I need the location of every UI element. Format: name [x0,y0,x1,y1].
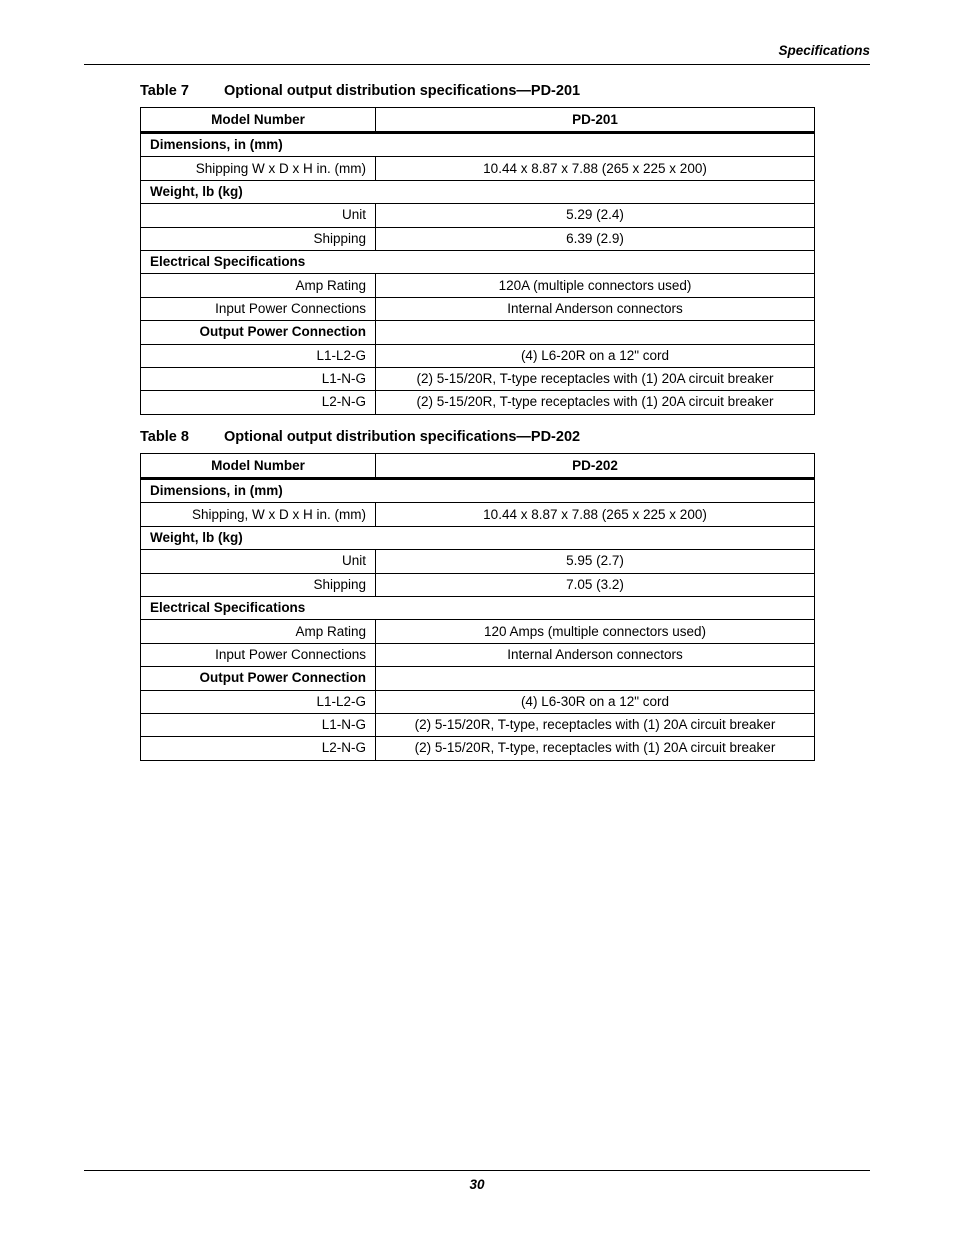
table-row [141,550,815,573]
section-row [141,133,815,157]
spec-value-cell: 5.29 (2.4) [376,204,815,227]
spec-value-cell: Internal Anderson connectors [376,297,815,320]
section-heading: Dimensions, in (mm) [141,479,815,503]
spec-value-cell: 7.05 (3.2) [376,573,815,596]
spec-value-cell: 120A (multiple connectors used) [376,274,815,297]
empty-cell [376,667,815,690]
spec-label-cell: Shipping [141,573,376,596]
header-label-cell: Model Number [141,108,376,133]
table-row [141,713,815,736]
spec-value-cell: 6.39 (2.9) [376,227,815,250]
table-row [141,344,815,367]
table-number: Table 7 [140,83,189,99]
spec-label-cell: Unit [141,550,376,573]
spec-value-cell: 10.44 x 8.87 x 7.88 (265 x 225 x 200) [376,157,815,180]
table-row [141,157,815,180]
table-row [141,367,815,390]
spec-value-cell: (4) L6-30R on a 12" cord [376,690,815,713]
spec-label-cell: L1-L2-G [141,344,376,367]
spec-label-cell: L2-N-G [141,737,376,760]
spec-label-cell: L1-N-G [141,713,376,736]
section-heading: Dimensions, in (mm) [141,133,815,157]
spec-label-cell: Shipping, W x D x H in. (mm) [141,503,376,526]
section-row [141,526,815,549]
page-number: 30 [469,1177,485,1192]
header-model-cell: PD-201 [376,108,815,133]
spec-table-pd-201 [140,107,815,415]
section-row [141,250,815,273]
table-header-row [141,108,815,133]
header-model-cell: PD-202 [376,454,815,479]
section-row [141,479,815,503]
table-row [141,227,815,250]
header-label-cell: Model Number [141,454,376,479]
spec-label-cell: Unit [141,204,376,227]
spec-table-pd-202 [140,453,815,761]
table-row [141,274,815,297]
section-heading: Electrical Specifications [141,596,815,619]
spec-value-cell: (2) 5-15/20R, T-type receptacles with (1) 20A circuit breaker [376,391,815,414]
table-row [141,573,815,596]
table-7-caption [140,83,580,99]
footer-rule [84,1170,870,1171]
section-row [141,180,815,203]
table-row [141,737,815,760]
table-row [141,204,815,227]
spec-value-cell: 5.95 (2.7) [376,550,815,573]
subsection-row [141,667,815,690]
spec-label-cell: L1-N-G [141,367,376,390]
spec-label-cell: L2-N-G [141,391,376,414]
spec-label-cell: L1-L2-G [141,690,376,713]
running-header: Specifications [778,43,870,58]
table-title: Optional output distribution specifications—PD-202 [224,429,581,445]
spec-label-cell: Shipping W x D x H in. (mm) [141,157,376,180]
table-row [141,643,815,666]
table-row [141,690,815,713]
section-heading: Weight, lb (kg) [141,180,815,203]
spec-value-cell: (2) 5-15/20R, T-type, receptacles with (1) 20A circuit breaker [376,713,815,736]
header-rule [84,64,870,65]
spec-label-cell: Input Power Connections [141,643,376,666]
table-row [141,391,815,414]
subsection-row [141,321,815,344]
table-8-caption [140,429,580,445]
subsection-label: Output Power Connection [141,667,376,690]
spec-value-cell: (2) 5-15/20R, T-type, receptacles with (1) 20A circuit breaker [376,737,815,760]
spec-label-cell: Amp Rating [141,620,376,643]
table-title: Optional output distribution specifications—PD-201 [224,83,581,99]
subsection-label: Output Power Connection [141,321,376,344]
table-row [141,297,815,320]
table-header-row [141,454,815,479]
spec-value-cell: 120 Amps (multiple connectors used) [376,620,815,643]
spec-value-cell: 10.44 x 8.87 x 7.88 (265 x 225 x 200) [376,503,815,526]
spec-value-cell: Internal Anderson connectors [376,643,815,666]
spec-label-cell: Input Power Connections [141,297,376,320]
spec-value-cell: (4) L6-20R on a 12" cord [376,344,815,367]
spec-value-cell: (2) 5-15/20R, T-type receptacles with (1) 20A circuit breaker [376,367,815,390]
table-row [141,620,815,643]
spec-label-cell: Amp Rating [141,274,376,297]
table-row [141,503,815,526]
section-heading: Weight, lb (kg) [141,526,815,549]
empty-cell [376,321,815,344]
section-row [141,596,815,619]
spec-label-cell: Shipping [141,227,376,250]
section-heading: Electrical Specifications [141,250,815,273]
table-number: Table 8 [140,429,189,445]
